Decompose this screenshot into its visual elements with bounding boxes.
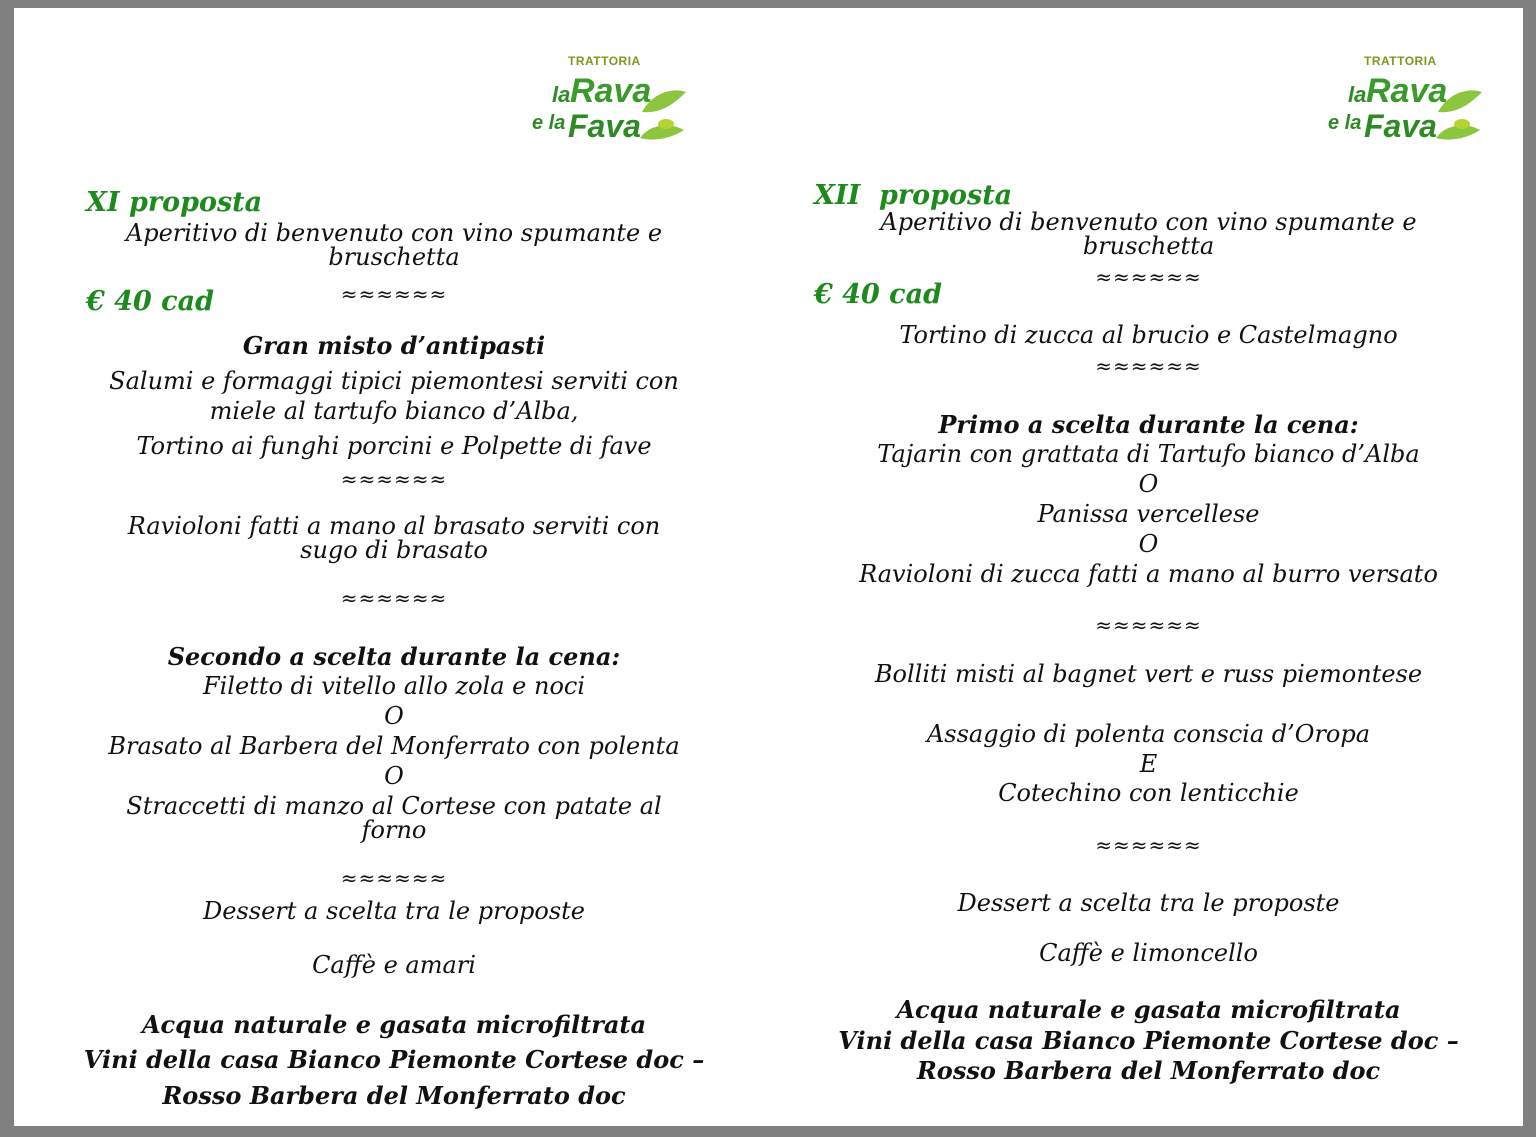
- menu-line-or: O: [1138, 470, 1159, 498]
- menu-panel-xi: [14, 8, 774, 1126]
- menu-line: Straccetti di manzo al Cortese con patate al: [126, 792, 662, 820]
- menu-line: Caffè e amari: [312, 951, 476, 979]
- logo-la: la: [552, 82, 571, 107]
- menu-line-drinks: Rosso Barbera del Monferrato doc: [916, 1056, 1381, 1085]
- separator: ≈≈≈≈≈≈: [340, 866, 448, 890]
- menu-line: Bolliti misti al bagnet vert e russ piemontese: [874, 660, 1423, 688]
- separator: ≈≈≈≈≈≈: [1095, 265, 1202, 289]
- menu-line-or: O: [1138, 530, 1159, 558]
- menu-line-drinks: Rosso Barbera del Monferrato doc: [162, 1081, 626, 1110]
- menu-line: Dessert a scelta tra le proposte: [957, 889, 1340, 917]
- menu-line-drinks: Acqua naturale e gasata microfiltrata: [896, 995, 1401, 1024]
- menu-line: Caffè e limoncello: [1039, 939, 1258, 967]
- menu-line: bruschetta: [1082, 232, 1215, 260]
- menu-line: Assaggio di polenta conscia d’Oropa: [926, 720, 1371, 748]
- restaurant-logo: [1328, 54, 1488, 154]
- menu-line-and: E: [1139, 750, 1158, 778]
- separator: ≈≈≈≈≈≈: [340, 467, 448, 491]
- menu-line: Ravioloni di zucca fatti a mano al burro versato: [859, 560, 1438, 588]
- menu-line: Dessert a scelta tra le proposte: [202, 897, 585, 925]
- separator: ≈≈≈≈≈≈: [1095, 613, 1202, 637]
- menu-line: Tajarin con grattata di Tartufo bianco d’Alba: [877, 440, 1420, 468]
- menu-line: Tortino ai funghi porcini e Polpette di fave: [136, 432, 652, 460]
- restaurant-logo: [532, 54, 692, 154]
- menu-line: Salumi e formaggi tipici piemontesi serviti con: [109, 367, 679, 395]
- menu-line-or: O: [384, 702, 404, 730]
- logo-rava: Rava: [570, 72, 652, 110]
- logo-e-la: e la: [1328, 112, 1362, 134]
- menu-line: Cotechino con lenticchie: [998, 779, 1299, 807]
- menu-xii-price: € 40 cad: [814, 279, 942, 310]
- menu-page: [14, 8, 1523, 1126]
- menu-line: Tortino di zucca al brucio e Castelmagno: [899, 321, 1398, 349]
- logo-e-la: e la: [532, 112, 566, 134]
- menu-line: Filetto di vitello allo zola e noci: [202, 672, 586, 700]
- menu-line: Aperitivo di benvenuto con vino spumante e: [880, 208, 1417, 236]
- menu-line-drinks: Acqua naturale e gasata microfiltrata: [141, 1010, 647, 1039]
- menu-line-course-title: Secondo a scelta durante la cena:: [167, 642, 621, 671]
- menu-line: Brasato al Barbera del Monferrato con polenta: [108, 732, 680, 760]
- menu-panel-xii: [774, 8, 1523, 1126]
- menu-line-or: O: [384, 762, 404, 790]
- leaf-icon: [1432, 84, 1488, 144]
- menu-line: Panissa vercellese: [1037, 500, 1260, 528]
- menu-line-course-title: Primo a scelta durante la cena:: [938, 410, 1359, 439]
- separator: ≈≈≈≈≈≈: [1095, 833, 1202, 857]
- menu-line: sugo di brasato: [300, 536, 488, 564]
- separator: ≈≈≈≈≈≈: [340, 282, 448, 306]
- logo-trattoria: TRATTORIA: [1364, 54, 1437, 68]
- separator: ≈≈≈≈≈≈: [340, 586, 448, 610]
- menu-xi-price: € 40 cad: [86, 286, 214, 317]
- menu-line: bruschetta: [328, 243, 460, 271]
- menu-line: forno: [361, 816, 427, 844]
- menu-xi-title: XI proposta: [86, 187, 263, 218]
- leaf-icon: [636, 84, 692, 144]
- menu-line-course-title: Gran misto d’antipasti: [242, 331, 546, 360]
- logo-fava: Fava: [568, 108, 641, 144]
- logo-rava: Rava: [1366, 72, 1448, 110]
- menu-xii-title: XII proposta: [814, 180, 1013, 211]
- menu-line-drinks: Vini della casa Bianco Piemonte Cortese doc –: [83, 1045, 705, 1074]
- menu-line: Aperitivo di benvenuto con vino spumante e: [125, 219, 663, 247]
- separator: ≈≈≈≈≈≈: [1095, 354, 1202, 378]
- logo-la: la: [1348, 82, 1367, 107]
- menu-line-drinks: Vini della casa Bianco Piemonte Cortese doc –: [838, 1026, 1459, 1055]
- menu-line: miele al tartufo bianco d’Alba,: [209, 397, 579, 425]
- logo-trattoria: TRATTORIA: [568, 54, 641, 68]
- logo-fava: Fava: [1364, 108, 1437, 144]
- menu-line: Ravioloni fatti a mano al brasato serviti con: [127, 512, 661, 540]
